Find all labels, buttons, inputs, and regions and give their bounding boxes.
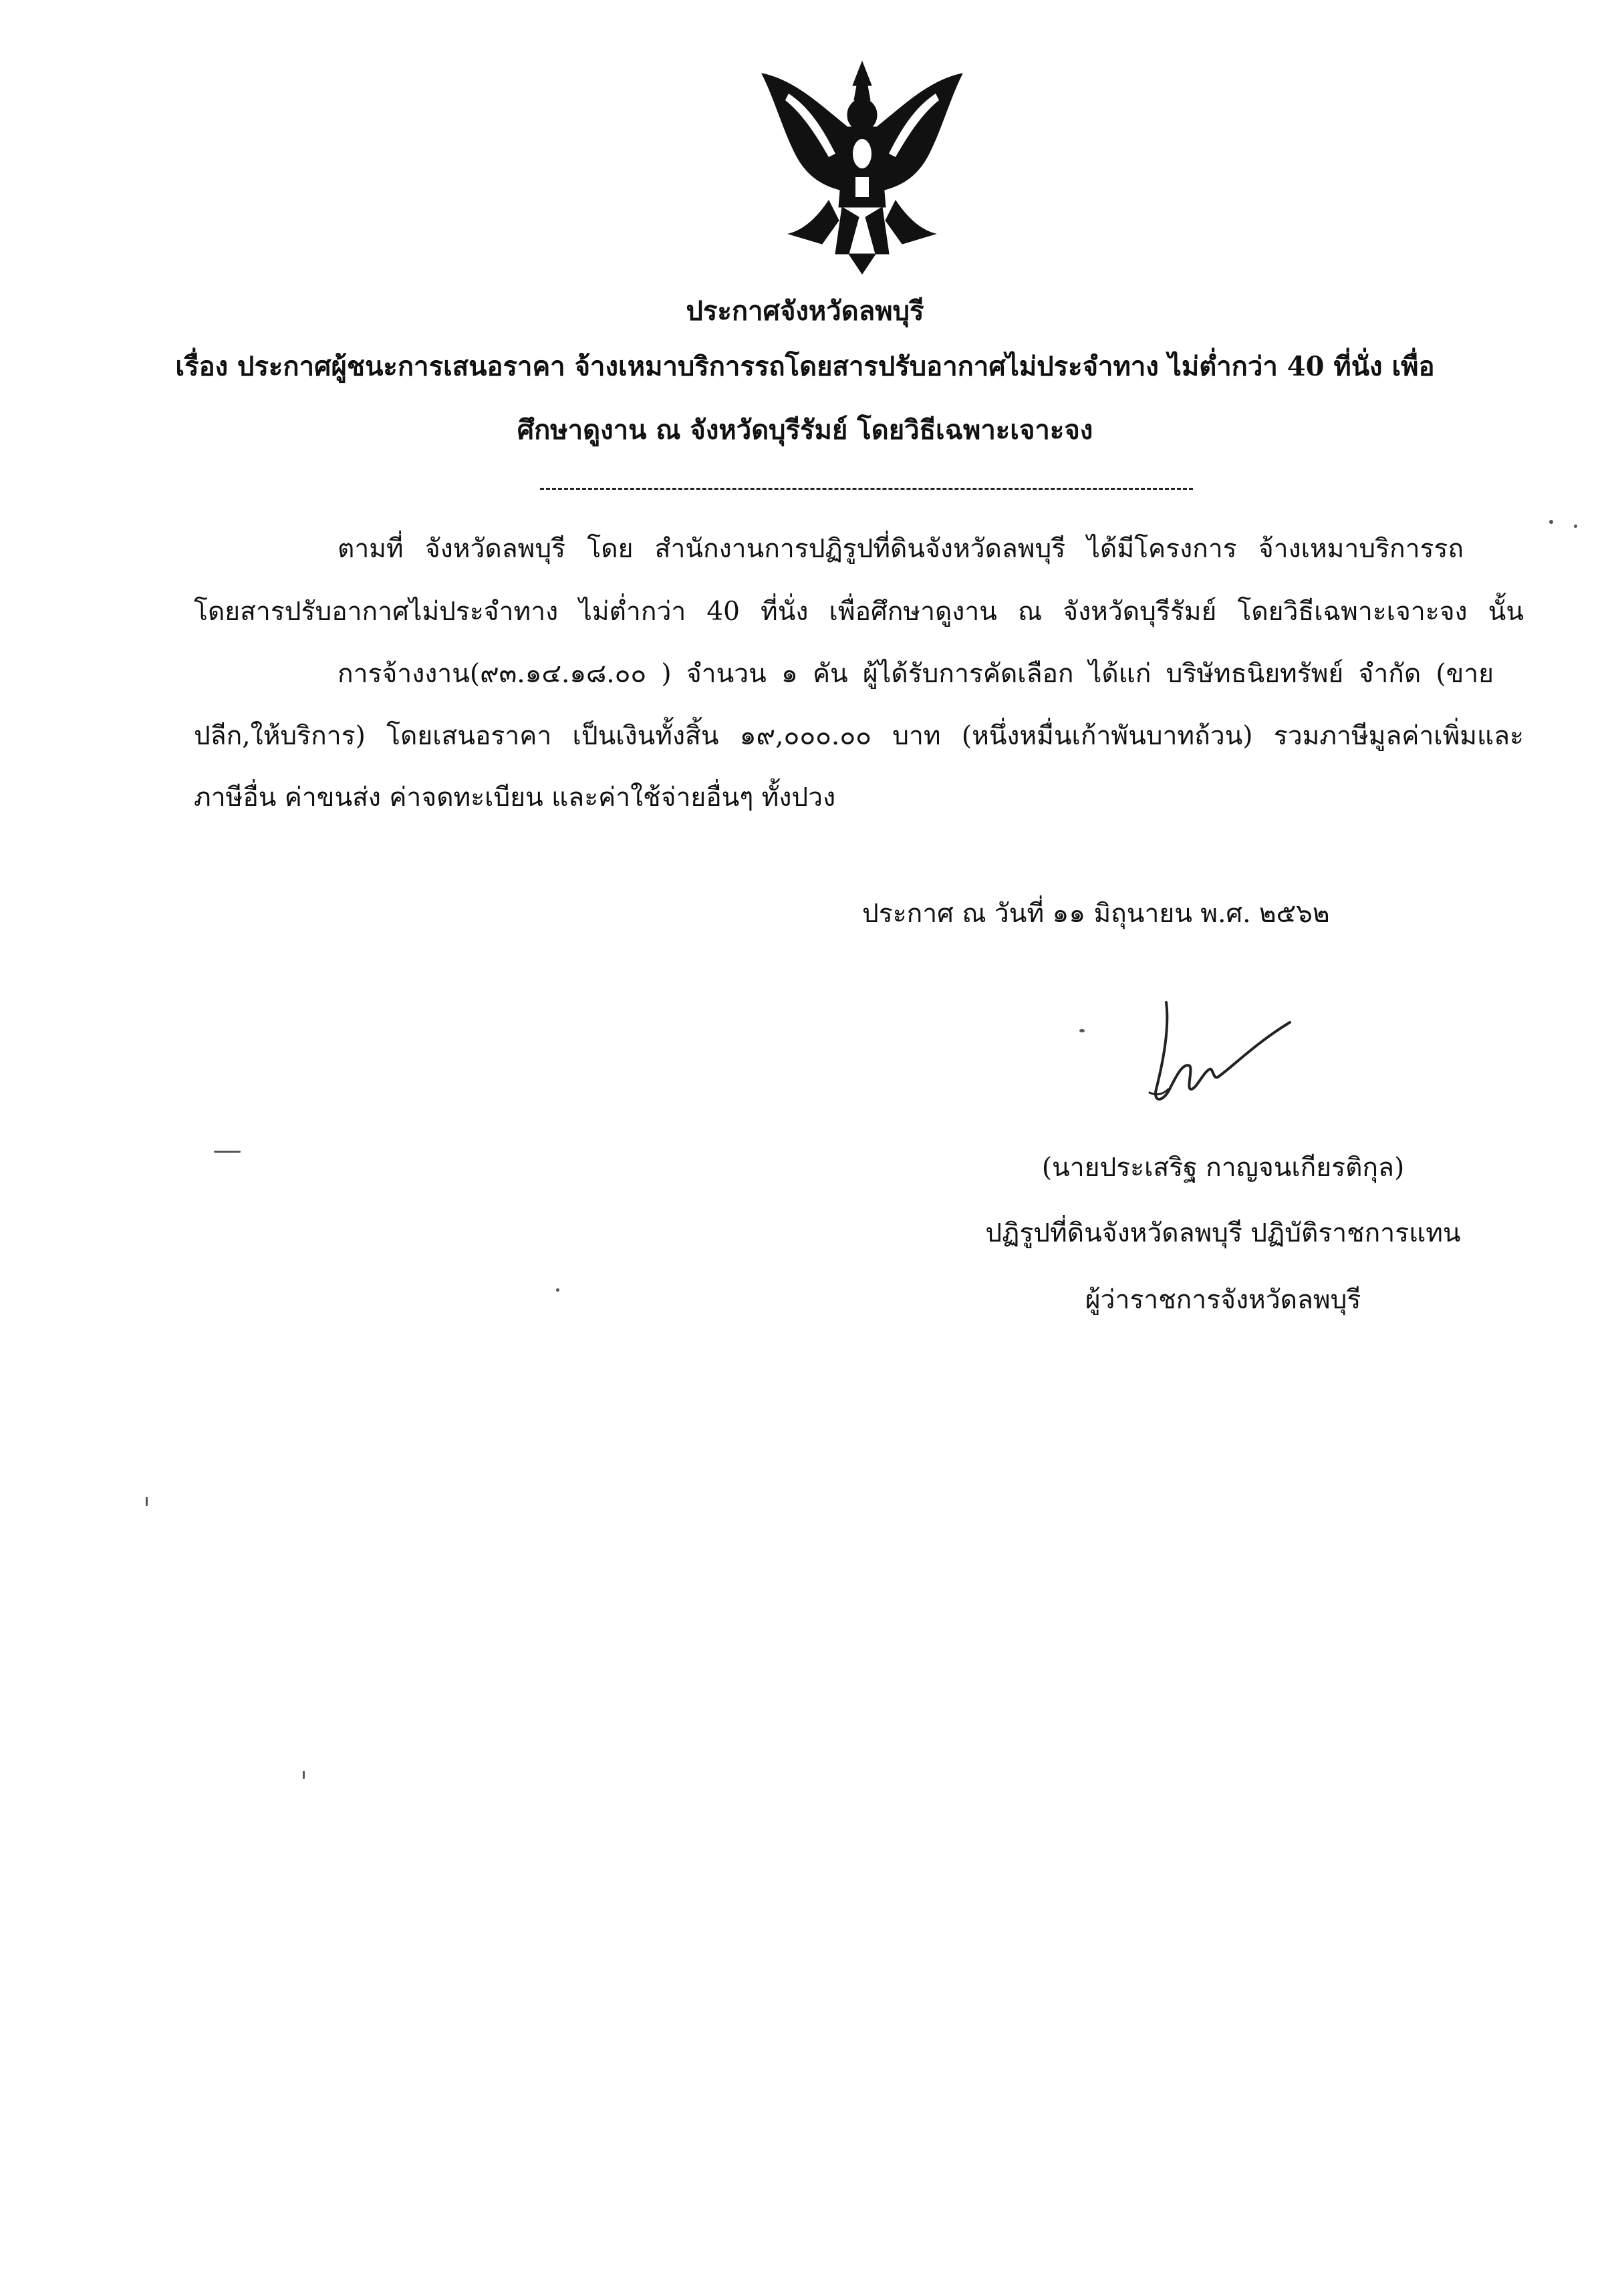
scan-speck [1549,520,1553,524]
scan-speck [214,1151,241,1153]
document-title: ประกาศจังหวัดลพบุรี [686,295,924,327]
signatory-position-1: ปฏิรูปที่ดินจังหวัดลพบุรี ปฏิบัติราชการแทน [985,1218,1461,1248]
subject-line-2: ศึกษาดูงาน ณ จังหวัดบุรีรัมย์ โดยวิธีเฉพาะเจาะจง [517,414,1093,446]
garuda-emblem-icon [749,53,976,281]
announcement-date: ประกาศ ณ วันที่ ๑๑ มิถุนายน พ.ศ. ๒๕๖๒ [862,899,1330,929]
scan-speck [146,1497,148,1506]
paragraph-2-line-1: การจ้างงาน(๙๓.๑๔.๑๘.๐๐ ) จำนวน ๑ คัน ผู้ได้รับการคัดเลือก ได้แก่ บริษัทธนิยทรัพย์ จำกัด (ขาย [338,659,1494,689]
scan-speck [556,1288,559,1292]
paragraph-2-line-3: ภาษีอื่น ค่าขนส่ง ค่าจดทะเบียน และค่าใช้จ่ายอื่นๆ ทั้งปวง [194,782,836,813]
scan-speck [1574,525,1577,528]
scan-speck [303,1771,305,1779]
divider-line [540,488,1193,490]
signatory-name: (นายประเสริฐ กาญจนเกียรติกุล) [1041,1153,1405,1183]
paragraph-1-line-2: โดยสารปรับอากาศไม่ประจำทาง ไม่ต่ำกว่า 40 ที่นั่ง เพื่อศึกษาดูงาน ณ จังหวัดบุรีรัมย์ โดยวิธีเฉพาะเจาะจง นั้น [194,597,1524,627]
signatory-position-2: ผู้ว่าราชการจังหวัดลพบุรี [1085,1285,1361,1315]
paragraph-1-line-1: ตามที่ จังหวัดลพบุรี โดย สำนักงานการปฏิรูปที่ดินจังหวัดลพบุรี ได้มีโครงการ จ้างเหมาบริการรถ [338,534,1464,564]
subject-line-1: เรื่อง ประกาศผู้ชนะการเสนอราคา จ้างเหมาบริการรถโดยสารปรับอากาศไม่ประจำทาง ไม่ต่ำกว่า 40 ที่นั่ง เพื่อ [175,351,1435,382]
paragraph-2-line-2: ปลีก,ให้บริการ) โดยเสนอราคา เป็นเงินทั้งสิ้น ๑๙,๐๐๐.๐๐ บาท (หนึ่งหมื่นเก้าพันบาทถ้วน) รวมภาษีมูลค่าเพิ่มและ [194,721,1524,751]
scan-speck [1079,1029,1085,1032]
signature-icon [1129,989,1297,1123]
